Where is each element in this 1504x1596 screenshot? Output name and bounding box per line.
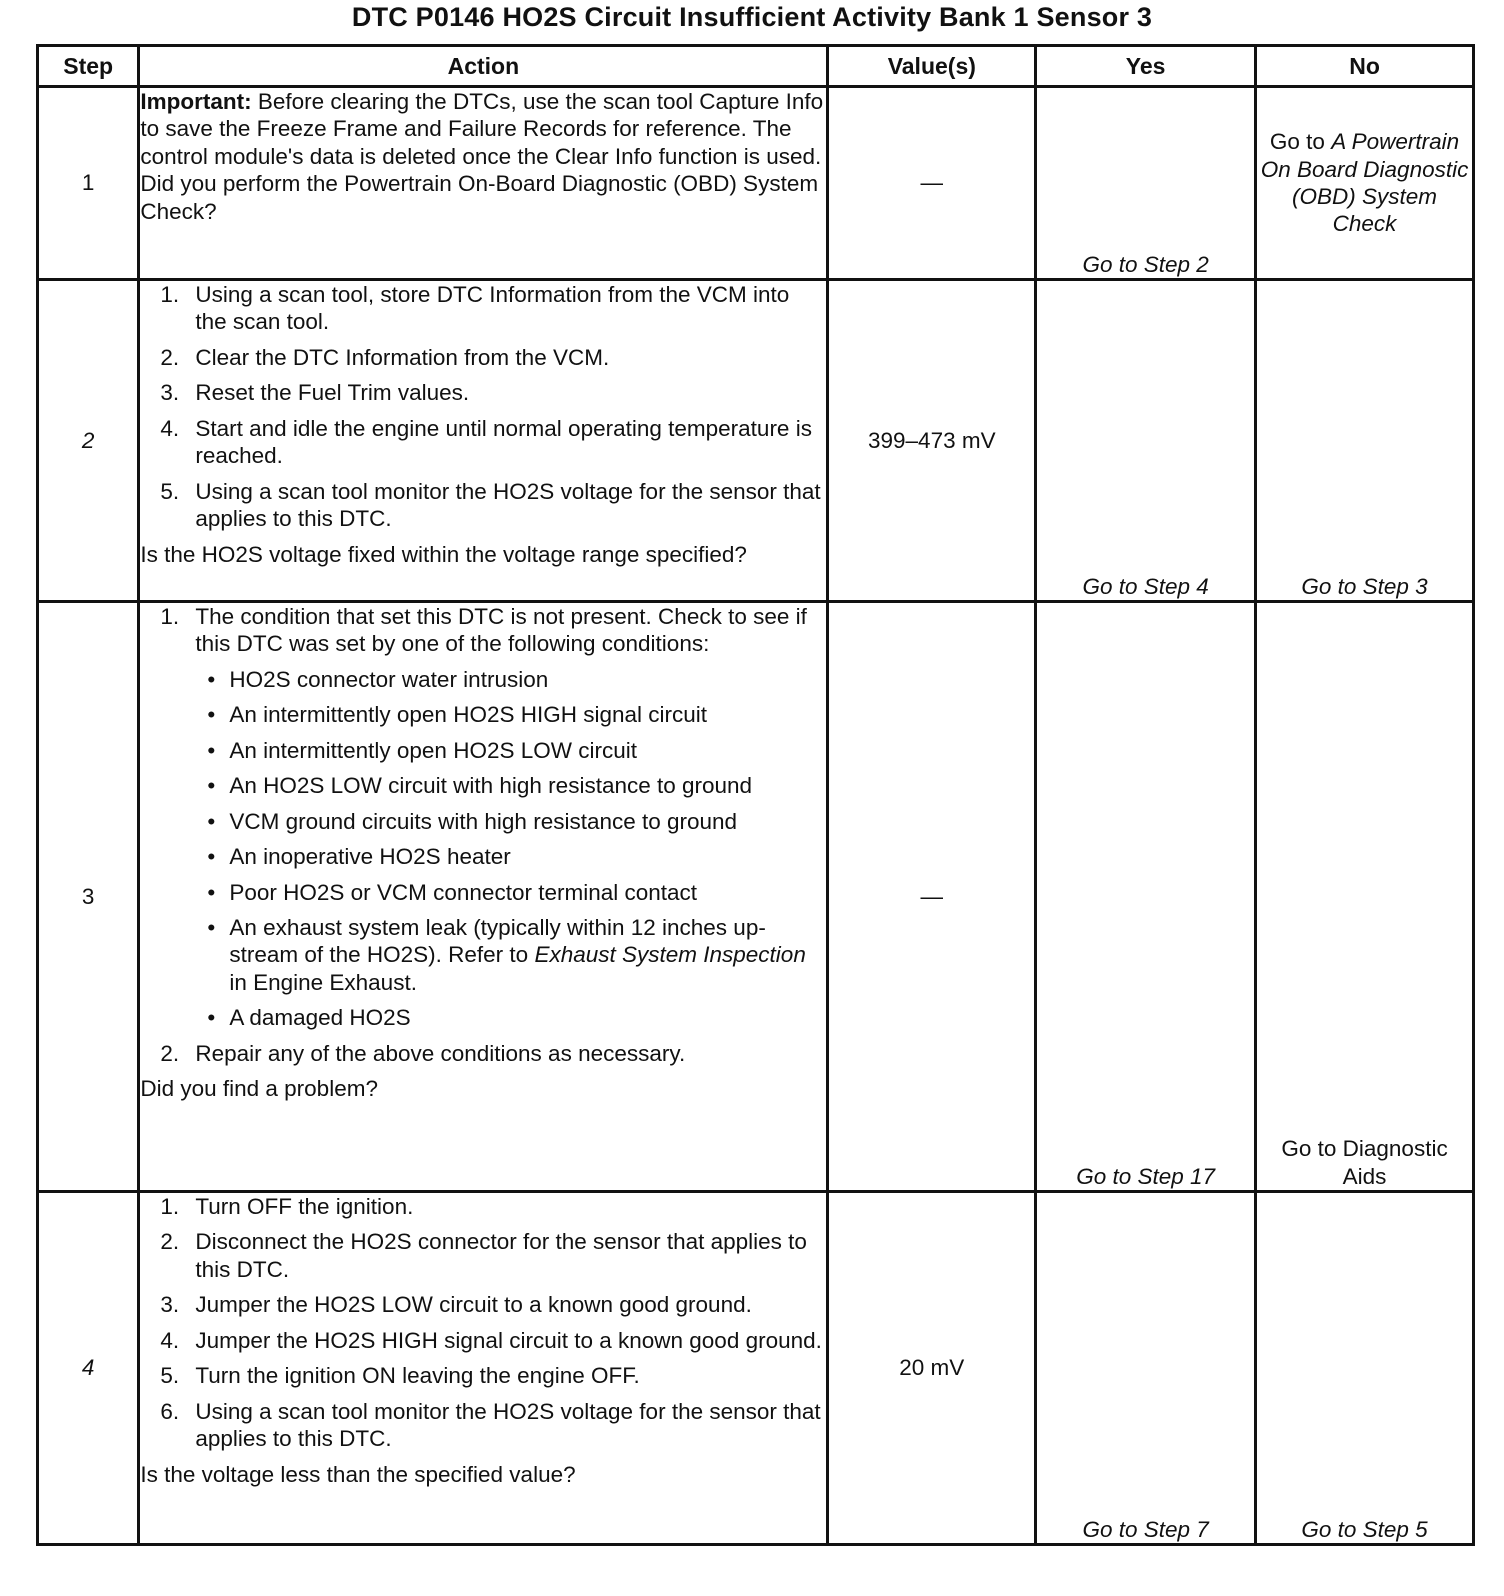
bullet-item: • HO2S connector water intrusion <box>207 666 549 692</box>
bullet-item: • An exhaust system leak (typically within 12 inches up-stream of the HO2S). Refer to Exhaust System Inspection in Engine Exhaust. <box>207 914 806 995</box>
value-cell: — <box>828 87 1036 280</box>
no-link[interactable] <box>1256 87 1474 280</box>
header-action: Action <box>139 46 828 87</box>
document-title: DTC P0146 HO2S Circuit Insufficient Activity Bank 1 Sensor 3 <box>351 2 1153 32</box>
step-number: 4 <box>38 1192 139 1545</box>
step-question: Did you find a problem? <box>140 1076 378 1102</box>
table-row <box>38 87 1474 280</box>
step-list <box>140 1193 826 1453</box>
bullet-item: • An inoperative HO2S heater <box>207 844 511 870</box>
table-row <box>38 280 1474 602</box>
bullet-item: • VCM ground circuits with high resistance to ground <box>207 808 738 834</box>
bullet-item: • A damaged HO2S <box>207 1005 411 1031</box>
header-no: No <box>1256 46 1474 87</box>
action-cell <box>139 1192 828 1545</box>
important-note <box>140 88 826 170</box>
bullet-item: • Poor HO2S or VCM connector terminal contact <box>207 879 698 905</box>
list-item: 2. Disconnect the HO2S connector for the sensor that applies to this DTC. <box>160 1229 807 1282</box>
no-prefix: Go to <box>1269 129 1332 155</box>
list-item: 2. Repair any of the above conditions as necessary. <box>160 1040 686 1066</box>
step-question: Is the HO2S voltage fixed within the voltage range specified? <box>140 541 747 567</box>
important-label: Important: <box>140 89 252 114</box>
yes-link[interactable]: Go to Step 4 <box>1036 280 1256 602</box>
value-cell: 399–473 mV <box>828 280 1036 602</box>
header-values: Value(s) <box>828 46 1036 87</box>
list-item: 4. Jumper the HO2S HIGH signal circuit to a known good ground. <box>160 1327 822 1353</box>
list-item: 3. Jumper the HO2S LOW circuit to a known good ground. <box>160 1292 752 1318</box>
header-yes: Yes <box>1036 46 1256 87</box>
exhaust-inspection-ref: Exhaust System Inspection <box>534 942 806 968</box>
no-italic-ref: A Powertrain On Board Diagnostic (OBD) System Check <box>1260 129 1469 237</box>
action-cell <box>139 280 828 602</box>
yes-link[interactable]: Go to Step 2 <box>1036 87 1256 280</box>
yes-link[interactable]: Go to Step 7 <box>1036 1192 1256 1545</box>
step-list <box>140 603 826 1067</box>
no-link[interactable]: Go to Step 3 <box>1256 280 1474 602</box>
list-item: 6. Using a scan tool monitor the HO2S voltage for the sensor that applies to this DTC. <box>160 1398 821 1452</box>
header-step: Step <box>38 46 139 87</box>
table-row <box>38 1192 1474 1545</box>
value-cell: 20 mV <box>828 1192 1036 1545</box>
list-item: 5. Using a scan tool monitor the HO2S voltage for the sensor that applies to this DTC. <box>160 478 821 532</box>
list-item: 1. Using a scan tool, store DTC Information from the VCM into the scan tool. <box>160 282 790 335</box>
step-number: 3 <box>38 602 139 1192</box>
step-question: Did you perform the Powertrain On-Board Diagnostic (OBD) System Check? <box>140 171 819 224</box>
bullet-item: • An intermittently open HO2S LOW circuit <box>207 737 637 763</box>
table-row <box>38 602 1474 1192</box>
list-item: 2. Clear the DTC Information from the VCM. <box>160 344 610 370</box>
list-item: 5. Turn the ignition ON leaving the engine OFF. <box>160 1363 640 1389</box>
step-list <box>140 281 826 533</box>
no-link[interactable]: Go to Step 5 <box>1256 1192 1474 1545</box>
step-number: 1 <box>38 87 139 280</box>
bullet-item: • An HO2S LOW circuit with high resistance to ground <box>207 773 753 799</box>
bullet-item: • An intermittently open HO2S HIGH signal circuit <box>207 702 708 728</box>
no-link[interactable]: Go to Diagnostic Aids <box>1256 602 1474 1192</box>
condition-list <box>195 666 826 1032</box>
diagnostic-table <box>36 44 1475 1546</box>
action-cell <box>139 87 828 280</box>
list-item: 1. Turn OFF the ignition. <box>160 1194 414 1219</box>
list-item: 3. Reset the Fuel Trim values. <box>160 380 470 406</box>
table-header-row <box>38 46 1474 87</box>
list-item: 4. Start and idle the engine until normal operating temperature is reached. <box>160 415 812 469</box>
list-item: 1. The condition that set this DTC is not present. Check to see if this DTC was set by one of the following conditions: • HO2S connector water intrusion • An intermittently open HO2S HIGH signal circuit • An intermittently open HO2S LOW circuit • An HO2S LOW circuit with high resistance to ground • VCM ground circuits with high resistance to ground • An inoperative HO2S heater • Poor HO2S or VCM connector terminal contact • An exhaust system leak (typically within 12 inches up-stream of the HO2S). Refer to Exhaust System Inspection in Engine Exhaust. • A damaged HO2S <box>140 603 826 1032</box>
step-question: Is the voltage less than the specified value? <box>140 1461 576 1487</box>
value-cell: — <box>828 602 1036 1192</box>
step-number: 2 <box>38 280 139 602</box>
important-text: Before clearing the DTCs, use the scan tool Capture Info to save the Freeze Frame and Failure Records for reference. The control module's data is deleted once the Clear Info function is used. <box>140 89 824 169</box>
action-cell <box>139 602 828 1192</box>
yes-link[interactable]: Go to Step 17 <box>1036 602 1256 1192</box>
